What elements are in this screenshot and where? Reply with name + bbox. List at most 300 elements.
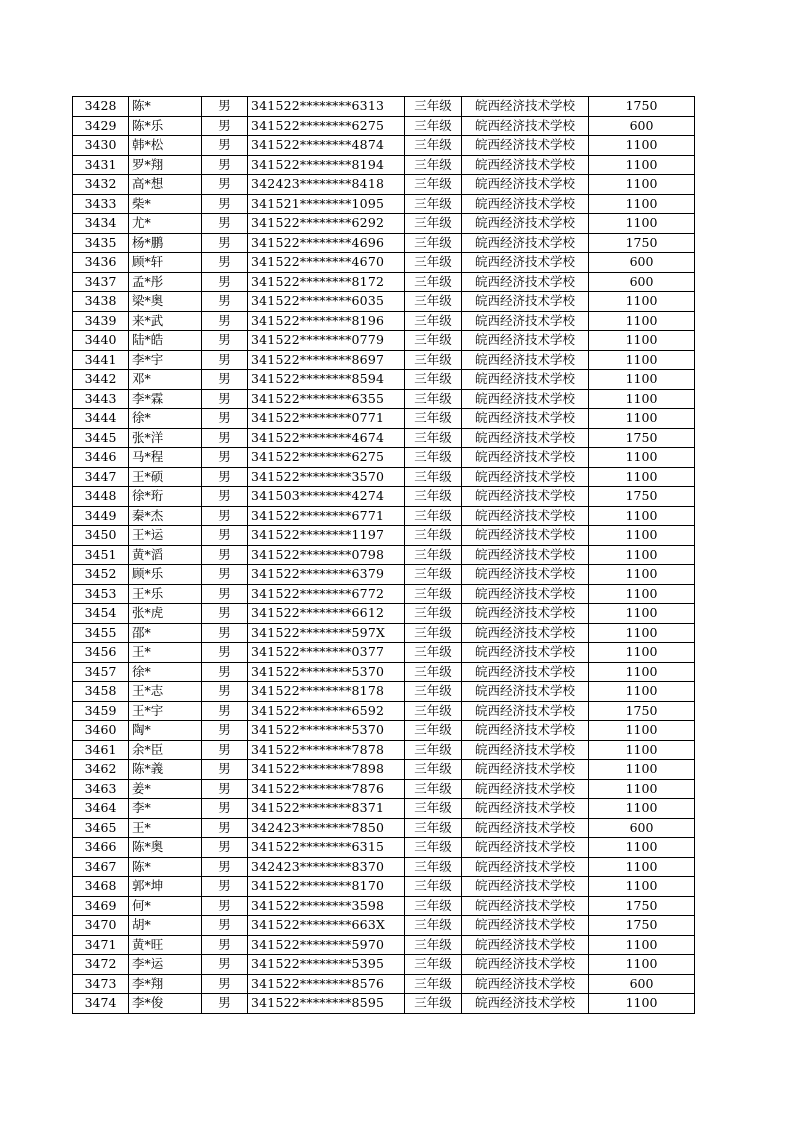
table-row <box>73 818 695 838</box>
table-row <box>73 311 695 331</box>
school-cell: 皖西经济技术学校 <box>462 701 589 721</box>
id-number-cell: 341522********5370 <box>248 662 405 682</box>
gender-cell: 男 <box>202 643 248 663</box>
seq-number-cell: 3431 <box>73 155 129 175</box>
id-number-cell: 342423********8418 <box>248 175 405 195</box>
id-number-cell: 341522********6035 <box>248 292 405 312</box>
grade-cell: 三年级 <box>405 740 462 760</box>
grade-cell: 三年级 <box>405 97 462 117</box>
student-name-cell: 何* <box>129 896 202 916</box>
table-row <box>73 721 695 741</box>
gender-cell: 男 <box>202 253 248 273</box>
gender-cell: 男 <box>202 214 248 234</box>
table-row <box>73 643 695 663</box>
subsidy-amount-cell: 1100 <box>589 175 695 195</box>
school-cell: 皖西经济技术学校 <box>462 428 589 448</box>
student-name-cell: 李*运 <box>129 955 202 975</box>
grade-cell: 三年级 <box>405 818 462 838</box>
id-number-cell: 341522********6379 <box>248 565 405 585</box>
subsidy-amount-cell: 1100 <box>589 214 695 234</box>
subsidy-amount-cell: 1750 <box>589 701 695 721</box>
subsidy-amount-cell: 1100 <box>589 740 695 760</box>
subsidy-amount-cell: 1100 <box>589 292 695 312</box>
seq-number-cell: 3449 <box>73 506 129 526</box>
gender-cell: 男 <box>202 311 248 331</box>
student-name-cell: 李*俊 <box>129 994 202 1014</box>
seq-number-cell: 3474 <box>73 994 129 1014</box>
id-number-cell: 341522********1197 <box>248 526 405 546</box>
id-number-cell: 341522********4670 <box>248 253 405 273</box>
student-name-cell: 余*臣 <box>129 740 202 760</box>
grade-cell: 三年级 <box>405 409 462 429</box>
seq-number-cell: 3438 <box>73 292 129 312</box>
gender-cell: 男 <box>202 760 248 780</box>
table-row <box>73 935 695 955</box>
seq-number-cell: 3462 <box>73 760 129 780</box>
seq-number-cell: 3469 <box>73 896 129 916</box>
id-number-cell: 341522********5970 <box>248 935 405 955</box>
subsidy-amount-cell: 1750 <box>589 428 695 448</box>
id-number-cell: 341522********8196 <box>248 311 405 331</box>
subsidy-amount-cell: 1750 <box>589 97 695 117</box>
seq-number-cell: 3468 <box>73 877 129 897</box>
id-number-cell: 341522********3570 <box>248 467 405 487</box>
id-number-cell: 341522********7876 <box>248 779 405 799</box>
id-number-cell: 341522********0377 <box>248 643 405 663</box>
subsidy-amount-cell: 1100 <box>589 779 695 799</box>
gender-cell: 男 <box>202 136 248 156</box>
table-row <box>73 467 695 487</box>
gender-cell: 男 <box>202 701 248 721</box>
gender-cell: 男 <box>202 467 248 487</box>
school-cell: 皖西经济技术学校 <box>462 935 589 955</box>
gender-cell: 男 <box>202 935 248 955</box>
gender-cell: 男 <box>202 779 248 799</box>
student-name-cell: 王* <box>129 643 202 663</box>
grade-cell: 三年级 <box>405 701 462 721</box>
table-row <box>73 799 695 819</box>
id-number-cell: 342423********8370 <box>248 857 405 877</box>
table-row <box>73 272 695 292</box>
grade-cell: 三年级 <box>405 974 462 994</box>
school-cell: 皖西经济技术学校 <box>462 838 589 858</box>
student-name-cell: 尤* <box>129 214 202 234</box>
school-cell: 皖西经济技术学校 <box>462 487 589 507</box>
subsidy-amount-cell: 1100 <box>589 506 695 526</box>
gender-cell: 男 <box>202 292 248 312</box>
grade-cell: 三年级 <box>405 389 462 409</box>
grade-cell: 三年级 <box>405 935 462 955</box>
grade-cell: 三年级 <box>405 428 462 448</box>
subsidy-amount-cell: 1100 <box>589 565 695 585</box>
school-cell: 皖西经济技术学校 <box>462 896 589 916</box>
id-number-cell: 341522********8178 <box>248 682 405 702</box>
school-cell: 皖西经济技术学校 <box>462 311 589 331</box>
school-cell: 皖西经济技术学校 <box>462 682 589 702</box>
gender-cell: 男 <box>202 974 248 994</box>
seq-number-cell: 3445 <box>73 428 129 448</box>
student-name-cell: 马*程 <box>129 448 202 468</box>
grade-cell: 三年级 <box>405 487 462 507</box>
table-row <box>73 233 695 253</box>
school-cell: 皖西经济技术学校 <box>462 370 589 390</box>
seq-number-cell: 3447 <box>73 467 129 487</box>
school-cell: 皖西经济技术学校 <box>462 721 589 741</box>
seq-number-cell: 3455 <box>73 623 129 643</box>
subsidy-amount-cell: 1100 <box>589 194 695 214</box>
school-cell: 皖西经济技术学校 <box>462 857 589 877</box>
id-number-cell: 341522********6355 <box>248 389 405 409</box>
student-name-cell: 张*洋 <box>129 428 202 448</box>
student-name-cell: 罗*翔 <box>129 155 202 175</box>
id-number-cell: 341522********4674 <box>248 428 405 448</box>
school-cell: 皖西经济技术学校 <box>462 818 589 838</box>
student-name-cell: 徐* <box>129 409 202 429</box>
id-number-cell: 341522********8172 <box>248 272 405 292</box>
subsidy-amount-cell: 600 <box>589 272 695 292</box>
seq-number-cell: 3440 <box>73 331 129 351</box>
student-name-cell: 李*霖 <box>129 389 202 409</box>
table-row <box>73 877 695 897</box>
gender-cell: 男 <box>202 155 248 175</box>
id-number-cell: 341522********8697 <box>248 350 405 370</box>
table-row <box>73 428 695 448</box>
table-row <box>73 604 695 624</box>
seq-number-cell: 3439 <box>73 311 129 331</box>
table-row <box>73 136 695 156</box>
grade-cell: 三年级 <box>405 584 462 604</box>
student-name-cell: 李* <box>129 799 202 819</box>
seq-number-cell: 3460 <box>73 721 129 741</box>
school-cell: 皖西经济技术学校 <box>462 155 589 175</box>
gender-cell: 男 <box>202 272 248 292</box>
id-number-cell: 341521********1095 <box>248 194 405 214</box>
id-number-cell: 341522********4874 <box>248 136 405 156</box>
id-number-cell: 341522********3598 <box>248 896 405 916</box>
subsidy-amount-cell: 1750 <box>589 896 695 916</box>
gender-cell: 男 <box>202 877 248 897</box>
school-cell: 皖西经济技术学校 <box>462 526 589 546</box>
gender-cell: 男 <box>202 389 248 409</box>
id-number-cell: 341522********6313 <box>248 97 405 117</box>
gender-cell: 男 <box>202 233 248 253</box>
table-body <box>73 97 695 1014</box>
table-row <box>73 389 695 409</box>
seq-number-cell: 3429 <box>73 116 129 136</box>
seq-number-cell: 3454 <box>73 604 129 624</box>
grade-cell: 三年级 <box>405 779 462 799</box>
grade-cell: 三年级 <box>405 682 462 702</box>
seq-number-cell: 3441 <box>73 350 129 370</box>
table-row <box>73 857 695 877</box>
subsidy-amount-cell: 1750 <box>589 916 695 936</box>
id-number-cell: 341522********8371 <box>248 799 405 819</box>
id-number-cell: 341522********597X <box>248 623 405 643</box>
seq-number-cell: 3435 <box>73 233 129 253</box>
student-name-cell: 来*武 <box>129 311 202 331</box>
school-cell: 皖西经济技术学校 <box>462 506 589 526</box>
gender-cell: 男 <box>202 487 248 507</box>
id-number-cell: 341522********6771 <box>248 506 405 526</box>
school-cell: 皖西经济技术学校 <box>462 116 589 136</box>
student-name-cell: 杨*鹏 <box>129 233 202 253</box>
grade-cell: 三年级 <box>405 896 462 916</box>
table-row <box>73 487 695 507</box>
student-name-cell: 王*运 <box>129 526 202 546</box>
student-name-cell: 陈* <box>129 97 202 117</box>
id-number-cell: 341522********7878 <box>248 740 405 760</box>
grade-cell: 三年级 <box>405 116 462 136</box>
subsidy-amount-cell: 1100 <box>589 682 695 702</box>
student-name-cell: 黄*滔 <box>129 545 202 565</box>
gender-cell: 男 <box>202 662 248 682</box>
gender-cell: 男 <box>202 448 248 468</box>
grade-cell: 三年级 <box>405 311 462 331</box>
school-cell: 皖西经济技术学校 <box>462 409 589 429</box>
subsidy-amount-cell: 600 <box>589 818 695 838</box>
id-number-cell: 341522********8594 <box>248 370 405 390</box>
id-number-cell: 341522********0779 <box>248 331 405 351</box>
table-row <box>73 623 695 643</box>
gender-cell: 男 <box>202 857 248 877</box>
gender-cell: 男 <box>202 799 248 819</box>
student-name-cell: 王*硕 <box>129 467 202 487</box>
school-cell: 皖西经济技术学校 <box>462 760 589 780</box>
seq-number-cell: 3451 <box>73 545 129 565</box>
grade-cell: 三年级 <box>405 799 462 819</box>
school-cell: 皖西经济技术学校 <box>462 799 589 819</box>
grade-cell: 三年级 <box>405 155 462 175</box>
student-name-cell: 柴* <box>129 194 202 214</box>
subsidy-amount-cell: 600 <box>589 116 695 136</box>
subsidy-amount-cell: 1100 <box>589 935 695 955</box>
seq-number-cell: 3452 <box>73 565 129 585</box>
seq-number-cell: 3461 <box>73 740 129 760</box>
student-name-cell: 徐*珩 <box>129 487 202 507</box>
table-row <box>73 838 695 858</box>
table-row <box>73 682 695 702</box>
gender-cell: 男 <box>202 565 248 585</box>
table-row <box>73 350 695 370</box>
school-cell: 皖西经济技术学校 <box>462 448 589 468</box>
seq-number-cell: 3434 <box>73 214 129 234</box>
school-cell: 皖西经济技术学校 <box>462 877 589 897</box>
table-row <box>73 448 695 468</box>
grade-cell: 三年级 <box>405 643 462 663</box>
id-number-cell: 341522********5370 <box>248 721 405 741</box>
gender-cell: 男 <box>202 584 248 604</box>
table-row <box>73 994 695 1014</box>
student-name-cell: 陶* <box>129 721 202 741</box>
student-name-cell: 陈*乐 <box>129 116 202 136</box>
gender-cell: 男 <box>202 194 248 214</box>
grade-cell: 三年级 <box>405 604 462 624</box>
subsidy-amount-cell: 1100 <box>589 604 695 624</box>
subsidy-amount-cell: 1750 <box>589 233 695 253</box>
subsidy-amount-cell: 1750 <box>589 487 695 507</box>
school-cell: 皖西经济技术学校 <box>462 350 589 370</box>
student-name-cell: 梁*奥 <box>129 292 202 312</box>
school-cell: 皖西经济技术学校 <box>462 740 589 760</box>
school-cell: 皖西经济技术学校 <box>462 272 589 292</box>
student-name-cell: 顾*乐 <box>129 565 202 585</box>
subsidy-amount-cell: 600 <box>589 974 695 994</box>
grade-cell: 三年级 <box>405 506 462 526</box>
id-number-cell: 341522********0771 <box>248 409 405 429</box>
subsidy-amount-cell: 1100 <box>589 994 695 1014</box>
id-number-cell: 341522********5395 <box>248 955 405 975</box>
grade-cell: 三年级 <box>405 721 462 741</box>
subsidy-amount-cell: 1100 <box>589 389 695 409</box>
seq-number-cell: 3443 <box>73 389 129 409</box>
student-name-cell: 邓* <box>129 370 202 390</box>
student-name-cell: 高*想 <box>129 175 202 195</box>
subsidy-amount-cell: 1100 <box>589 331 695 351</box>
gender-cell: 男 <box>202 506 248 526</box>
school-cell: 皖西经济技术学校 <box>462 545 589 565</box>
seq-number-cell: 3470 <box>73 916 129 936</box>
id-number-cell: 341522********8194 <box>248 155 405 175</box>
id-number-cell: 341522********6315 <box>248 838 405 858</box>
table-row <box>73 97 695 117</box>
gender-cell: 男 <box>202 409 248 429</box>
grade-cell: 三年级 <box>405 916 462 936</box>
student-name-cell: 王*志 <box>129 682 202 702</box>
seq-number-cell: 3464 <box>73 799 129 819</box>
grade-cell: 三年级 <box>405 136 462 156</box>
student-name-cell: 姜* <box>129 779 202 799</box>
school-cell: 皖西经济技术学校 <box>462 779 589 799</box>
gender-cell: 男 <box>202 721 248 741</box>
id-number-cell: 341522********8576 <box>248 974 405 994</box>
subsidy-amount-cell: 1100 <box>589 545 695 565</box>
school-cell: 皖西经济技术学校 <box>462 994 589 1014</box>
school-cell: 皖西经济技术学校 <box>462 955 589 975</box>
school-cell: 皖西经济技术学校 <box>462 662 589 682</box>
seq-number-cell: 3456 <box>73 643 129 663</box>
grade-cell: 三年级 <box>405 545 462 565</box>
table-row <box>73 526 695 546</box>
seq-number-cell: 3457 <box>73 662 129 682</box>
seq-number-cell: 3465 <box>73 818 129 838</box>
gender-cell: 男 <box>202 350 248 370</box>
school-cell: 皖西经济技术学校 <box>462 565 589 585</box>
school-cell: 皖西经济技术学校 <box>462 194 589 214</box>
subsidy-amount-cell: 1100 <box>589 467 695 487</box>
subsidy-amount-cell: 1100 <box>589 448 695 468</box>
seq-number-cell: 3436 <box>73 253 129 273</box>
gender-cell: 男 <box>202 740 248 760</box>
table-row <box>73 116 695 136</box>
seq-number-cell: 3467 <box>73 857 129 877</box>
seq-number-cell: 3428 <box>73 97 129 117</box>
subsidy-amount-cell: 1100 <box>589 877 695 897</box>
gender-cell: 男 <box>202 545 248 565</box>
grade-cell: 三年级 <box>405 331 462 351</box>
table-row <box>73 565 695 585</box>
subsidy-amount-cell: 1100 <box>589 409 695 429</box>
table-row <box>73 779 695 799</box>
seq-number-cell: 3442 <box>73 370 129 390</box>
seq-number-cell: 3448 <box>73 487 129 507</box>
id-number-cell: 341522********663X <box>248 916 405 936</box>
student-name-cell: 郭*坤 <box>129 877 202 897</box>
gender-cell: 男 <box>202 916 248 936</box>
grade-cell: 三年级 <box>405 292 462 312</box>
gender-cell: 男 <box>202 175 248 195</box>
table-row <box>73 370 695 390</box>
gender-cell: 男 <box>202 623 248 643</box>
table-row <box>73 409 695 429</box>
table-row <box>73 701 695 721</box>
grade-cell: 三年级 <box>405 857 462 877</box>
subsidy-amount-cell: 1100 <box>589 955 695 975</box>
subsidy-amount-cell: 1100 <box>589 721 695 741</box>
student-name-cell: 黄*旺 <box>129 935 202 955</box>
grade-cell: 三年级 <box>405 214 462 234</box>
grade-cell: 三年级 <box>405 370 462 390</box>
school-cell: 皖西经济技术学校 <box>462 604 589 624</box>
subsidy-amount-cell: 600 <box>589 253 695 273</box>
grade-cell: 三年级 <box>405 955 462 975</box>
student-name-cell: 李*宇 <box>129 350 202 370</box>
gender-cell: 男 <box>202 97 248 117</box>
school-cell: 皖西经济技术学校 <box>462 467 589 487</box>
grade-cell: 三年级 <box>405 253 462 273</box>
school-cell: 皖西经济技术学校 <box>462 623 589 643</box>
grade-cell: 三年级 <box>405 175 462 195</box>
school-cell: 皖西经济技术学校 <box>462 175 589 195</box>
grade-cell: 三年级 <box>405 272 462 292</box>
grade-cell: 三年级 <box>405 760 462 780</box>
table-row <box>73 194 695 214</box>
id-number-cell: 341522********6292 <box>248 214 405 234</box>
grade-cell: 三年级 <box>405 448 462 468</box>
subsidy-amount-cell: 1100 <box>589 799 695 819</box>
student-name-cell: 王*乐 <box>129 584 202 604</box>
grade-cell: 三年级 <box>405 877 462 897</box>
subsidy-amount-cell: 1100 <box>589 857 695 877</box>
seq-number-cell: 3471 <box>73 935 129 955</box>
student-name-cell: 胡* <box>129 916 202 936</box>
seq-number-cell: 3433 <box>73 194 129 214</box>
school-cell: 皖西经济技术学校 <box>462 584 589 604</box>
subsidy-amount-cell: 1100 <box>589 370 695 390</box>
student-name-cell: 陆*皓 <box>129 331 202 351</box>
id-number-cell: 341522********8170 <box>248 877 405 897</box>
gender-cell: 男 <box>202 682 248 702</box>
gender-cell: 男 <box>202 818 248 838</box>
student-name-cell: 韩*松 <box>129 136 202 156</box>
school-cell: 皖西经济技术学校 <box>462 214 589 234</box>
grade-cell: 三年级 <box>405 233 462 253</box>
subsidy-amount-cell: 1100 <box>589 838 695 858</box>
student-name-cell: 孟*彤 <box>129 272 202 292</box>
student-name-cell: 王* <box>129 818 202 838</box>
seq-number-cell: 3430 <box>73 136 129 156</box>
seq-number-cell: 3450 <box>73 526 129 546</box>
seq-number-cell: 3444 <box>73 409 129 429</box>
school-cell: 皖西经济技术学校 <box>462 916 589 936</box>
id-number-cell: 341522********6275 <box>248 116 405 136</box>
subsidy-amount-cell: 1100 <box>589 350 695 370</box>
seq-number-cell: 3432 <box>73 175 129 195</box>
seq-number-cell: 3437 <box>73 272 129 292</box>
school-cell: 皖西经济技术学校 <box>462 233 589 253</box>
grade-cell: 三年级 <box>405 662 462 682</box>
id-number-cell: 341522********6772 <box>248 584 405 604</box>
grade-cell: 三年级 <box>405 350 462 370</box>
